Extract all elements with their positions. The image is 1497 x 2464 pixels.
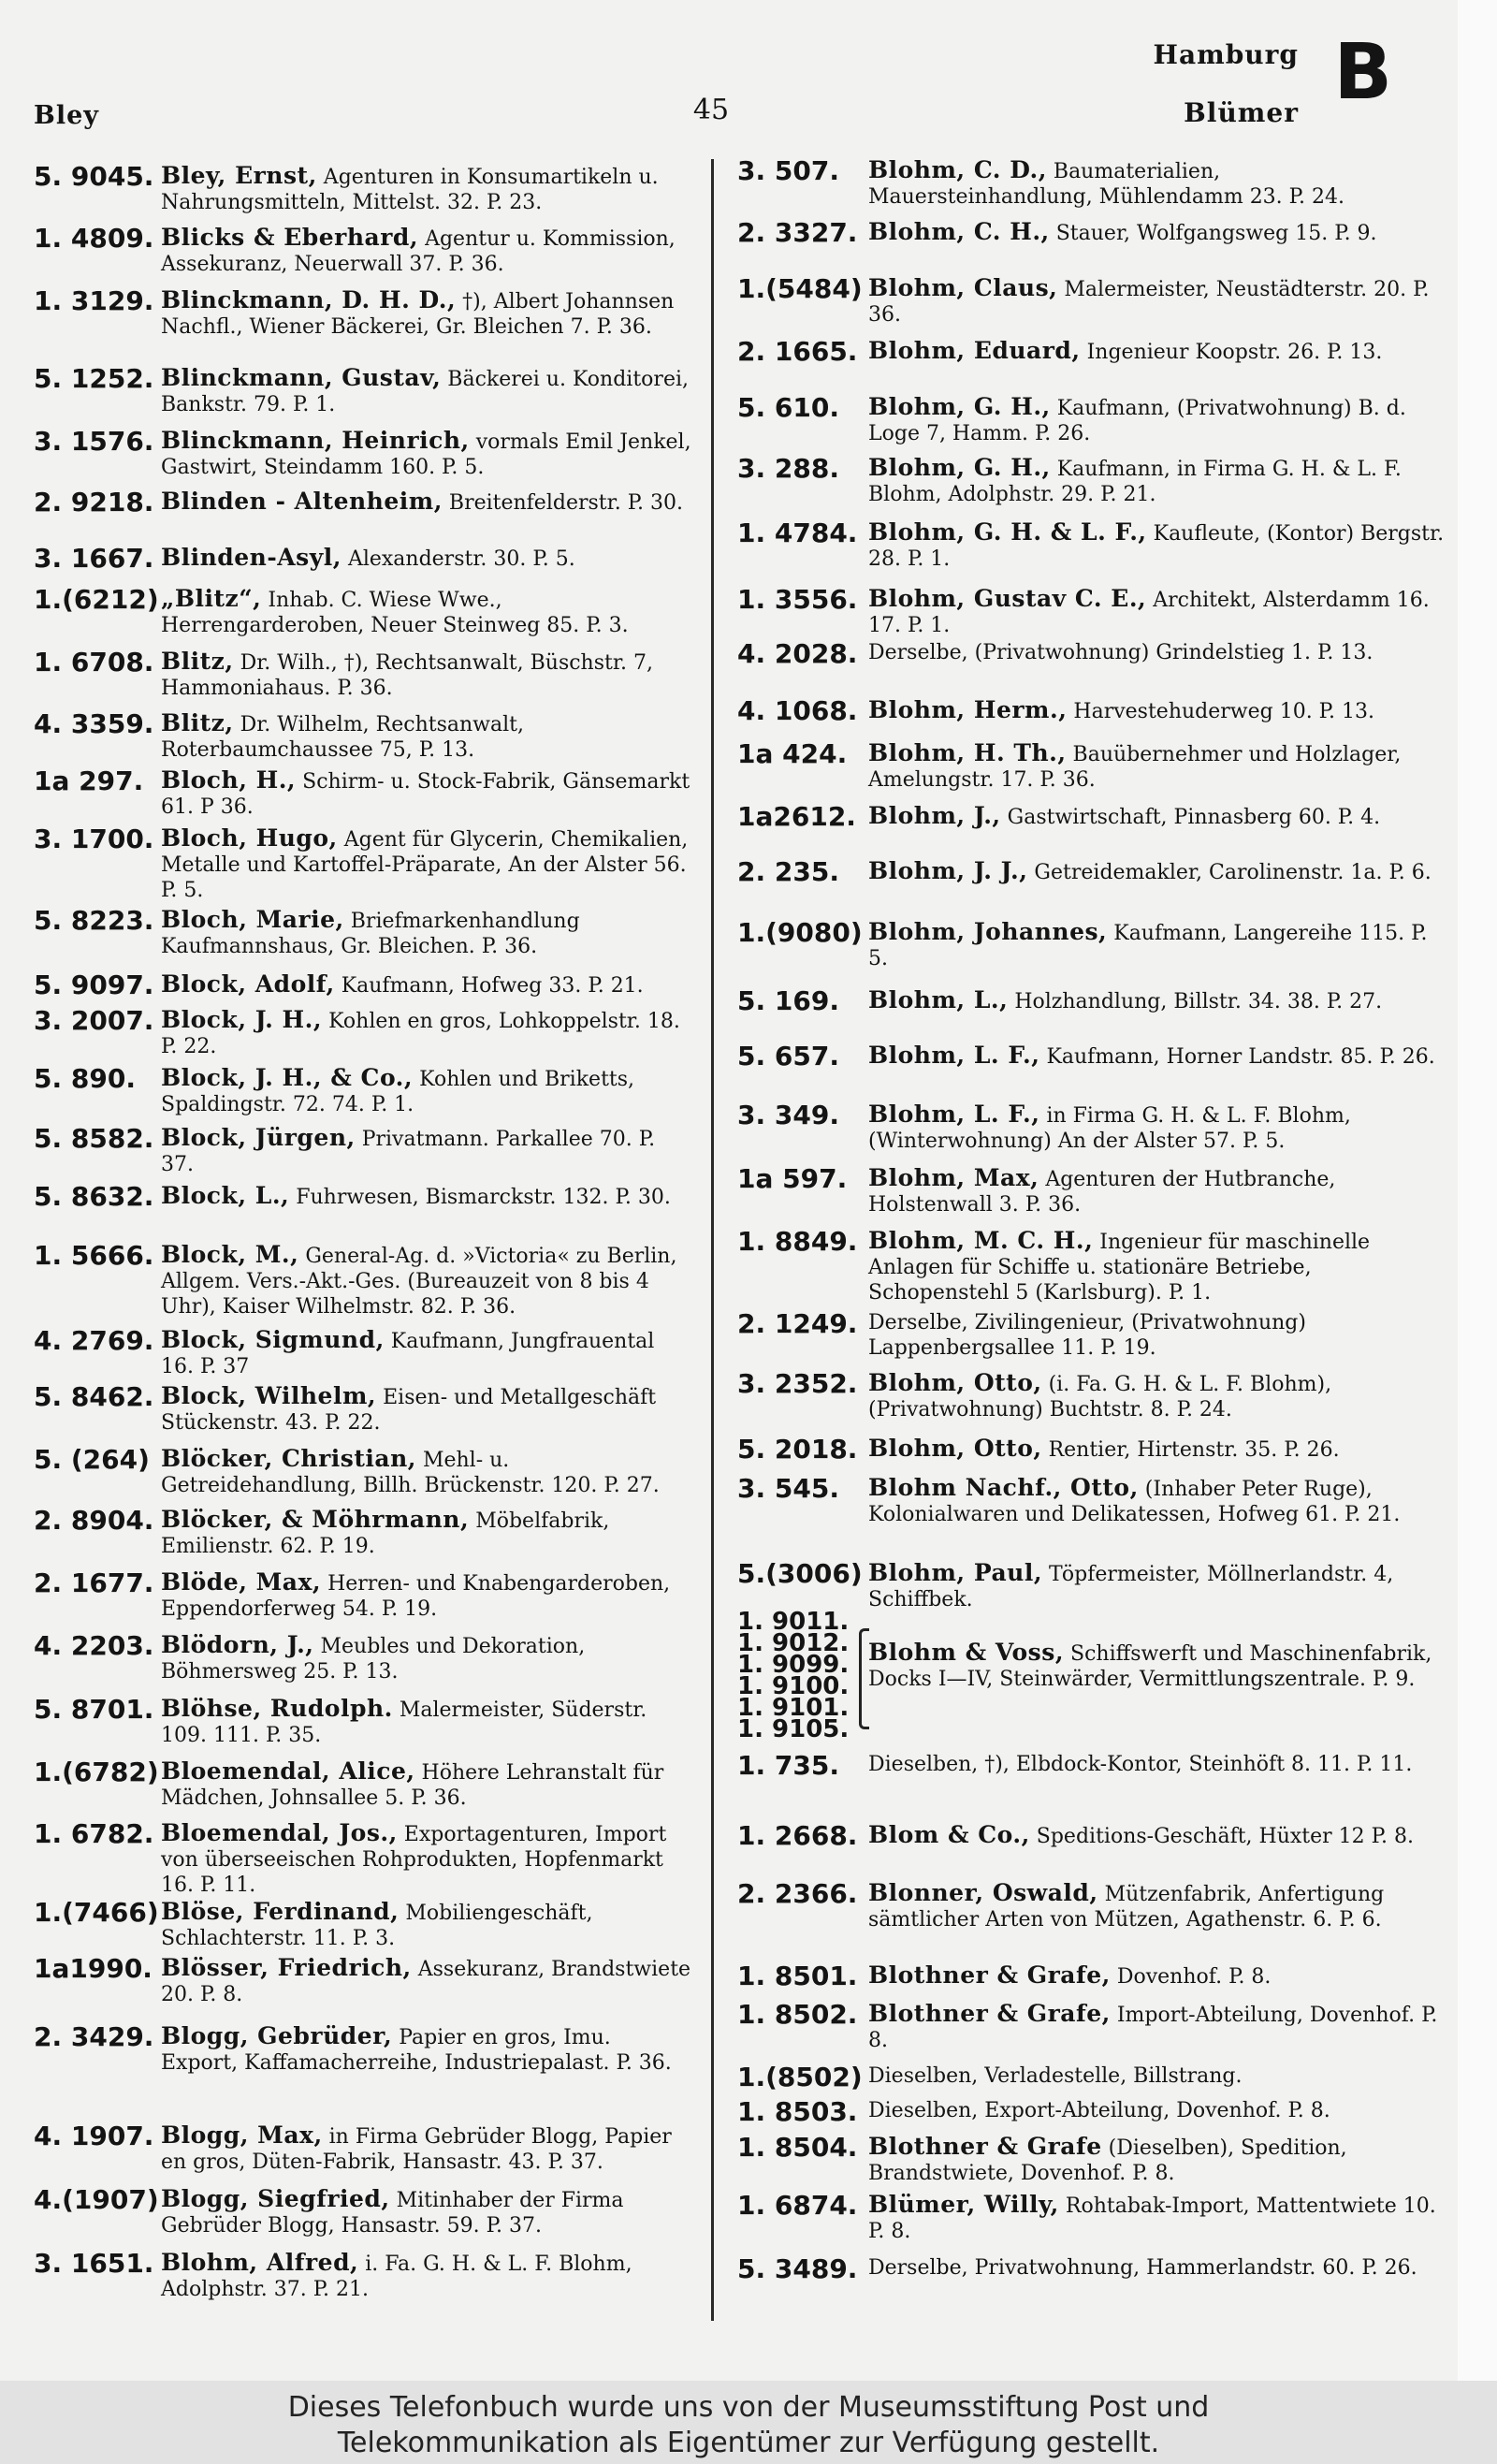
phone-number: 2. 2366. — [737, 1878, 858, 1909]
entry-text — [161, 825, 692, 903]
phone-number: 5. 657. — [737, 1041, 839, 1072]
phone-number: 1. 4809. — [34, 223, 154, 254]
subscriber-details: (Inhaber Peter Ruge), Kolonialwaren und Delikatessen, Hofweg 61. P. 21. — [868, 1478, 1401, 1526]
entry-text — [868, 1228, 1448, 1305]
subscriber-name: Blohm, Johannes, — [868, 918, 1108, 945]
phone-number: 3. 1700. — [34, 824, 154, 854]
phone-number: 1a 424. — [737, 738, 848, 769]
subscriber-details: Baumaterialien, Mauersteinhandlung, Mühlendamm 23. P. 24. — [868, 160, 1344, 209]
phone-number: 1. 9011. — [737, 1608, 850, 1636]
phone-number: 1a2612. — [737, 801, 856, 832]
subscriber-name: Bley, Ernst, — [161, 162, 317, 189]
subscriber-details: Höhere Lehranstalt für Mädchen, Johnsallee 5. P. 36. — [161, 1761, 664, 1810]
entry-text — [161, 1383, 692, 1436]
phone-number: 1. 8502. — [737, 1999, 858, 2030]
subscriber-details: Mützenfabrik, Anfertigung sämtlicher Arten von Mützen, Agathenstr. 6. P. 6. — [868, 1883, 1385, 1932]
entry-text — [868, 157, 1448, 210]
subscriber-details: Schirm- u. Stock-Fabrik, Gänsemarkt 61. P 36. — [161, 770, 690, 819]
subscriber-name: Blothner & Grafe, — [868, 1961, 1111, 1989]
subscriber-details: Mitinhaber der Firma Gebrüder Blogg, Hansastr. 59. P. 37. — [161, 2189, 624, 2238]
subscriber-details: (Dieselben), Spedition, Brandstwiete, Dovenhof. P. 8. — [868, 2136, 1347, 2185]
subscriber-name: Blohm, G. H., — [868, 454, 1051, 481]
subscriber-name: Blinden-Asyl, — [161, 544, 342, 571]
phone-number: 2. 1665. — [737, 336, 858, 367]
subscriber-name: Block, Wilhelm, — [161, 1382, 377, 1409]
subscriber-details: Kohlen und Briketts, Spaldingstr. 72. 74. P. 1. — [161, 1068, 635, 1116]
subscriber-name: Blohm Nachf., Otto, — [868, 1474, 1139, 1501]
running-head-city: Hamburg — [1153, 39, 1299, 70]
subscriber-name: Blinckmann, Heinrich, — [161, 427, 470, 454]
subscriber-details: Kaufmann, in Firma G. H. & L. F. Blohm, Adolphstr. 29. P. 21. — [868, 458, 1402, 506]
subscriber-name: Blitz, — [161, 648, 234, 675]
subscriber-details: Kaufmann, Jungfrauental 16. P. 37 — [161, 1330, 655, 1378]
entry-text — [161, 2122, 692, 2175]
entry-text — [868, 1962, 1448, 1990]
phone-number: 1.(7466) — [34, 1897, 159, 1928]
entry-text — [868, 919, 1448, 971]
subscriber-name: Blohm, Max, — [868, 1164, 1039, 1191]
subscriber-details: Kaufmann, (Privatwohnung) B. d. Loge 7, Hamm. P. 26. — [868, 397, 1406, 445]
subscriber-details: Töpfermeister, Möllnerlandstr. 4, Schiffbek. — [868, 1563, 1394, 1611]
running-head-left: Bley — [34, 101, 99, 130]
entry-text — [161, 1446, 692, 1498]
subscriber-details: †), Albert Johannsen Nachfl., Wiener Bäckerei, Gr. Bleichen 7. P. 36. — [161, 290, 675, 339]
entry-text — [161, 2186, 692, 2238]
entry-text — [161, 545, 692, 572]
subscriber-details: Rentier, Hirtenstr. 35. P. 26. — [1041, 1438, 1340, 1462]
entry-text — [868, 1370, 1448, 1422]
page-number: 45 — [692, 94, 730, 126]
subscriber-name: Blohm, H. Th., — [868, 739, 1067, 766]
phone-number: 3. 2007. — [34, 1005, 154, 1036]
subscriber-details: Meubles und Dekoration, Böhmersweg 25. P. 13. — [161, 1635, 586, 1684]
phone-number: 2. 9218. — [34, 487, 154, 518]
subscriber-details: Kohlen en gros, Lohkoppelstr. 18. P. 22. — [161, 1010, 680, 1058]
entry-text — [161, 1065, 692, 1117]
subscriber-details: Kaufmann, Langereihe 115. P. 5. — [868, 922, 1428, 970]
entry-text — [161, 2250, 692, 2302]
phone-number: 4. 1068. — [737, 695, 858, 726]
subscriber-details: Malermeister, Süderstr. 109. 111. P. 35. — [161, 1699, 647, 1747]
phone-number: 1a 297. — [34, 765, 144, 796]
entry-text — [161, 1820, 692, 1898]
phone-number: 2. 8904. — [34, 1505, 154, 1536]
subscriber-details: Fuhrwesen, Bismarckstr. 132. P. 30. — [289, 1186, 671, 1209]
phone-number: 1.(6212) — [34, 584, 159, 615]
scan-margin — [1458, 0, 1497, 2381]
phone-number: 4. 2203. — [34, 1630, 154, 1661]
subscriber-name: Blohm, J., — [868, 802, 1001, 829]
subscriber-name: Block, J. H., & Co., — [161, 1064, 414, 1091]
entry-text — [161, 1507, 692, 1559]
subscriber-name: Blöse, Ferdinand, — [161, 1898, 400, 1925]
subscriber-name: Block, M., — [161, 1241, 299, 1268]
entry-text — [868, 1752, 1448, 1777]
entry-text — [868, 740, 1448, 793]
subscriber-name: Blohm, M. C. H., — [868, 1227, 1094, 1254]
subscriber-details: i. Fa. G. H. & L. F. Blohm, Adolphstr. 37. P. 21. — [161, 2253, 632, 2301]
phone-number: 1.(6782) — [34, 1757, 159, 1787]
entry-text — [868, 1880, 1448, 1932]
subscriber-name: Blohm, G. H. & L. F., — [868, 518, 1147, 546]
entry-text — [868, 1310, 1448, 1361]
subscriber-details: Malermeister, Neustädterstr. 20. P. 36. — [868, 278, 1430, 327]
phone-number: 5. 9097. — [34, 970, 154, 1000]
subscriber-details: Ingenieur Koopstr. 26. P. 13. — [1080, 341, 1383, 364]
phone-number: 5. (264) — [34, 1444, 150, 1475]
phone-number: 1. 6708. — [34, 647, 154, 678]
subscriber-name: Blohm, C. D., — [868, 156, 1047, 183]
phone-number: 5. 169. — [737, 985, 839, 1016]
phone-number: 1. 8504. — [737, 2132, 858, 2163]
phone-number: 1. 3129. — [34, 285, 154, 316]
entry-text — [161, 1696, 692, 1748]
subscriber-details: Briefmarkenhandlung Kaufmannshaus, Gr. Bleichen. P. 36. — [161, 910, 580, 958]
subscriber-details: Agentur u. Kommission, Assekuranz, Neuerwall 37. P. 36. — [161, 227, 676, 276]
entry-text — [868, 394, 1448, 446]
subscriber-details: Speditions-Geschäft, Hüxter 12 P. 8. — [1029, 1825, 1414, 1848]
subscriber-name: Blicks & Eberhard, — [161, 224, 419, 251]
subscriber-details: Ingenieur für maschinelle Anlagen für Schiffe u. stationäre Betriebe, Schopenstehl 5 (Karlsburg). P. 1. — [868, 1231, 1371, 1305]
entry-text — [868, 519, 1448, 572]
entry-text — [868, 455, 1448, 507]
subscriber-details: Dr. Wilhelm, Rechtsanwalt, Roterbaumchaussee 75, P. 13. — [161, 713, 524, 762]
entry-text — [868, 2192, 1448, 2244]
entry-text — [161, 163, 692, 215]
entry-text — [161, 287, 692, 340]
entry-text — [161, 428, 692, 480]
subscriber-name: Blothner & Grafe — [868, 2133, 1102, 2160]
entry-text — [868, 1560, 1448, 1612]
phone-number: 5.(3006) — [737, 1558, 863, 1589]
subscriber-name: Blohm, Alfred, — [161, 2249, 359, 2276]
phone-number: 3. 2352. — [737, 1368, 858, 1399]
subscriber-details: Rohtabak-Import, Mattentwiete 10. P. 8. — [868, 2194, 1436, 2243]
subscriber-details: Breitenfelderstr. P. 30. — [442, 491, 684, 515]
entry-text — [868, 275, 1448, 328]
entry-text — [161, 488, 692, 516]
subscriber-name: Blogg, Gebrüder, — [161, 2022, 393, 2049]
phone-number: 4. 2028. — [737, 638, 858, 669]
phone-number: 3. 1651. — [34, 2248, 154, 2279]
subscriber-name: Bloch, Hugo, — [161, 824, 338, 852]
phone-number: 4.(1907) — [34, 2184, 159, 2215]
subscriber-details: Papier en gros, Imu. Export, Kaffamacherreihe, Industriepalast. P. 36. — [161, 2026, 672, 2075]
subscriber-name: Blohm, L., — [868, 986, 1009, 1013]
subscriber-name: Bloemendal, Jos., — [161, 1819, 398, 1846]
entry-text — [868, 586, 1448, 638]
phone-number-group — [737, 1608, 850, 1743]
subscriber-details: Derselbe, (Privatwohnung) Grindelstieg 1. P. 13. — [868, 641, 1373, 664]
phone-number: 5. 8701. — [34, 1694, 154, 1725]
phone-number: 1. 9012. — [737, 1629, 850, 1657]
phone-number: 5. 8582. — [34, 1123, 154, 1154]
subscriber-name: Bloch, Marie, — [161, 906, 344, 933]
subscriber-details: Harvestehuderweg 10. P. 13. — [1067, 700, 1374, 723]
subscriber-details: Kaufmann, Hofweg 33. P. 21. — [334, 974, 644, 998]
phone-number: 5. 1252. — [34, 363, 154, 394]
entry-text — [161, 971, 692, 999]
phone-number: 1. 2668. — [737, 1820, 858, 1851]
phone-number: 5. 8223. — [34, 905, 154, 936]
entry-text — [161, 767, 692, 820]
phone-number: 2. 1249. — [737, 1308, 858, 1339]
entry-text — [161, 1632, 692, 1684]
subscriber-name: Blohm, Claus, — [868, 274, 1058, 301]
phone-number: 2. 3429. — [34, 2021, 154, 2052]
subscriber-details: Architekt, Alsterdamm 16. 17. P. 1. — [868, 589, 1430, 637]
subscriber-name: Block, L., — [161, 1182, 290, 1209]
subscriber-name: Blödorn, J., — [161, 1631, 314, 1658]
entry-text — [868, 803, 1448, 830]
subscriber-name: Blohm, Herm., — [868, 696, 1068, 723]
entry-text — [161, 1007, 692, 1059]
entry-text — [868, 2001, 1448, 2053]
phone-number: 2. 235. — [737, 856, 839, 887]
subscriber-details: vormals Emil Jenkel, Gastwirt, Steindamm 160. P. 5. — [161, 430, 691, 479]
entry-text — [868, 338, 1448, 365]
subscriber-details: Dieselben, Verladestelle, Billstrang. — [868, 2064, 1243, 2088]
subscriber-name: Blöhse, Rudolph. — [161, 1695, 393, 1722]
entry-text — [868, 2063, 1448, 2089]
subscriber-name: Blöcker, Christian, — [161, 1445, 416, 1472]
phone-number: 5. 890. — [34, 1063, 136, 1094]
entry-text — [868, 1165, 1448, 1217]
subscriber-details: Gastwirtschaft, Pinnasberg 60. P. 4. — [1000, 806, 1381, 829]
footer-line-1: Dieses Telefonbuch wurde uns von der Museumsstiftung Post und — [287, 2391, 1210, 2424]
subscriber-details: Herren- und Knabengarderoben, Eppendorferweg 54. P. 19. — [161, 1572, 671, 1621]
phone-number: 4. 2769. — [34, 1325, 154, 1356]
phone-number: 4. 3359. — [34, 708, 154, 739]
subscriber-details: Bäckerei u. Konditorei, Bankstr. 79. P. 1. — [161, 368, 689, 416]
entry-text — [868, 2098, 1448, 2123]
subscriber-details: Möbelfabrik, Emilienstr. 62. P. 19. — [161, 1509, 610, 1558]
subscriber-details: Dieselben, Export-Abteilung, Dovenhof. P. 8. — [868, 2099, 1330, 2122]
phone-number: 3. 1576. — [34, 426, 154, 457]
subscriber-details: Mehl- u. Getreidehandlung, Billh. Brückenstr. 120. P. 27. — [161, 1449, 660, 1497]
entry-text — [868, 1475, 1448, 1527]
subscriber-name: Bloch, H., — [161, 766, 297, 794]
entry-text — [161, 225, 692, 277]
phone-number: 5. 8462. — [34, 1381, 154, 1412]
phone-number: 3. 349. — [737, 1100, 839, 1130]
phone-number: 1. 6782. — [34, 1818, 154, 1849]
subscriber-name: Blohm & Voss, — [868, 1639, 1065, 1666]
phone-number: 2. 1677. — [34, 1567, 154, 1598]
phone-number: 1. 8501. — [737, 1961, 858, 1991]
subscriber-name: Blogg, Max, — [161, 2121, 323, 2149]
column-divider — [711, 159, 714, 2321]
phone-number: 5. 2018. — [737, 1434, 858, 1465]
phone-number: 5. 610. — [737, 392, 839, 423]
subscriber-details: in Firma G. H. & L. F. Blohm, (Winterwohnung) An der Alster 57. P. 5. — [868, 1104, 1351, 1153]
entry-text — [868, 1640, 1448, 1692]
entry-text — [161, 1125, 692, 1177]
subscriber-details: Agenturen in Konsumartikeln u. Nahrungsmitteln, Mittelst. 32. P. 23. — [161, 166, 659, 214]
phone-number: 1a1990. — [34, 1953, 153, 1984]
phone-number: 1. 4784. — [737, 518, 858, 548]
subscriber-name: Blösser, Friedrich, — [161, 1954, 412, 1981]
subscriber-details: Stauer, Wolfgangsweg 15. P. 9. — [1049, 222, 1377, 245]
entry-text — [161, 1899, 692, 1951]
subscriber-name: Blümer, Willy, — [868, 2191, 1059, 2218]
subscriber-name: Blom & Co., — [868, 1821, 1030, 1848]
entry-text — [161, 2023, 692, 2076]
phone-number: 1.(9080) — [737, 917, 863, 948]
entry-text — [161, 649, 692, 701]
entry-text — [161, 586, 692, 638]
subscriber-name: Block, J. H., — [161, 1006, 323, 1033]
subscriber-details: Dovenhof. P. 8. — [1110, 1965, 1272, 1989]
subscriber-name: Blohm, Eduard, — [868, 337, 1081, 364]
subscriber-details: Mobiliengeschäft, Schlachterstr. 11. P. 3. — [161, 1902, 593, 1950]
subscriber-name: Blohm, Otto, — [868, 1369, 1042, 1396]
entry-text — [161, 1242, 692, 1319]
phone-number: 1. 9105. — [737, 1715, 850, 1743]
entry-text — [868, 640, 1448, 665]
subscriber-name: Block, Sigmund, — [161, 1326, 385, 1353]
entry-text — [161, 1955, 692, 2007]
entry-text — [868, 987, 1448, 1014]
phone-number: 3. 507. — [737, 155, 839, 186]
phone-number: 5. 3489. — [737, 2253, 858, 2284]
subscriber-details: General-Ag. d. »Victoria« zu Berlin, Allgem. Vers.-Akt.-Ges. (Bureauzeit von 8 bis 4 Uhr), Kaiser Wilhelmstr. 82. P. 36. — [161, 1245, 677, 1319]
phone-number: 1. 9099. — [737, 1651, 850, 1679]
phone-number: 1. 5666. — [34, 1240, 154, 1271]
subscriber-name: Blohm, Gustav C. E., — [868, 585, 1147, 612]
entry-text — [161, 1327, 692, 1379]
subscriber-details: Dieselben, †), Elbdock-Kontor, Steinhöft 8. 11. P. 11. — [868, 1753, 1413, 1776]
subscriber-name: Block, Jürgen, — [161, 1124, 356, 1151]
entry-text — [868, 1042, 1448, 1070]
subscriber-name: Bloemendal, Alice, — [161, 1757, 415, 1785]
subscriber-details: Schiffswerft und Maschinenfabrik, Docks I—IV, Steinwärder, Vermittlungszentrale. P. 9. — [868, 1642, 1432, 1691]
phone-number: 1. 6874. — [737, 2190, 858, 2221]
phone-number: 1. 735. — [737, 1750, 839, 1781]
subscriber-details: Kaufleute, (Kontor) Bergstr. 28. P. 1. — [868, 522, 1445, 571]
subscriber-name: Blohm, Otto, — [868, 1435, 1042, 1462]
phone-number: 2. 3327. — [737, 217, 858, 248]
subscriber-details: Alexanderstr. 30. P. 5. — [341, 547, 575, 571]
subscriber-name: „Blitz“, — [161, 585, 262, 612]
entry-text — [868, 858, 1448, 885]
phone-number: 1. 9101. — [737, 1694, 850, 1722]
entry-text — [868, 1101, 1448, 1154]
subscriber-details: Eisen- und Metallgeschäft Stückenstr. 43. P. 22. — [161, 1386, 657, 1435]
phone-number: 1a 597. — [737, 1163, 848, 1194]
phone-number: 1. 9100. — [737, 1672, 850, 1700]
phone-number: 1.(5484) — [737, 273, 863, 304]
subscriber-details: Derselbe, Privatwohnung, Hammerlandstr. 60. P. 26. — [868, 2256, 1417, 2280]
subscriber-details: Derselbe, Zivilingenieur, (Privatwohnung) Lappenbergsallee 11. P. 19. — [868, 1311, 1306, 1360]
entry-text — [868, 1822, 1448, 1849]
entry-text — [868, 1436, 1448, 1463]
subscriber-name: Blohm, L. F., — [868, 1101, 1040, 1128]
subscriber-name: Blinden - Altenheim, — [161, 488, 443, 515]
footer-bar — [0, 2381, 1497, 2464]
phone-number: 3. 545. — [737, 1473, 839, 1504]
entry-text — [868, 219, 1448, 246]
section-letter: B — [1333, 28, 1392, 117]
phone-number: 3. 1667. — [34, 543, 154, 574]
subscriber-details: Holzhandlung, Billstr. 34. 38. P. 27. — [1008, 990, 1383, 1013]
subscriber-details: Inhab. C. Wiese Wwe., Herrengarderoben, Neuer Steinweg 85. P. 3. — [161, 589, 629, 637]
subscriber-details: Getreidemakler, Carolinenstr. 1a. P. 6. — [1027, 861, 1432, 884]
subscriber-details: in Firma Gebrüder Blogg, Papier en gros, Düten-Fabrik, Hansastr. 43. P. 37. — [161, 2125, 672, 2174]
subscriber-details: Agenturen der Hutbranche, Holstenwall 3. P. 36. — [868, 1168, 1336, 1217]
entry-text — [868, 697, 1448, 724]
subscriber-name: Blohm, J. J., — [868, 857, 1028, 884]
phone-number: 3. 288. — [737, 453, 839, 484]
subscriber-details: Import-Abteilung, Dovenhof. P. 8. — [868, 2004, 1438, 2052]
subscriber-name: Blohm, C. H., — [868, 218, 1050, 245]
footer-line-2: Telekommunikation als Eigentümer zur Verfügung gestellt. — [337, 2427, 1160, 2459]
subscriber-name: Blohm, Paul, — [868, 1559, 1043, 1586]
phone-number: 1.(8502) — [737, 2062, 863, 2092]
subscriber-details: Kaufmann, Horner Landstr. 85. P. 26. — [1039, 1045, 1435, 1069]
entry-text — [868, 2134, 1448, 2186]
subscriber-name: Blöcker, & Möhrmann, — [161, 1506, 470, 1533]
subscriber-name: Blinckmann, D. H. D., — [161, 286, 457, 313]
subscriber-details: Bauübernehmer und Holzlager, Amelungstr. 17. P. 36. — [868, 743, 1402, 792]
subscriber-details: (i. Fa. G. H. & L. F. Blohm), (Privatwohnung) Buchtstr. 8. P. 24. — [868, 1373, 1332, 1422]
subscriber-name: Block, Adolf, — [161, 970, 335, 998]
subscriber-name: Blinckmann, Gustav, — [161, 364, 442, 391]
subscriber-name: Blohm, G. H., — [868, 393, 1051, 420]
subscriber-name: Blothner & Grafe, — [868, 2000, 1111, 2027]
phone-number: 5. 9045. — [34, 161, 154, 192]
subscriber-details: Agent für Glycerin, Chemikalien, Metalle und Kartoffel-Präparate, An der Alster 56. P. 5. — [161, 828, 689, 902]
subscriber-name: Blohm, L. F., — [868, 1042, 1040, 1069]
entry-text — [161, 365, 692, 417]
phone-number: 1. 8503. — [737, 2096, 858, 2127]
subscriber-details: Exportagenturen, Import von überseeischen Rohprodukten, Hopfenmarkt 16. P. 11. — [161, 1823, 667, 1897]
running-head-right: Blümer — [1184, 97, 1299, 128]
footer-note — [0, 2390, 1497, 2461]
subscriber-details: Dr. Wilh., †), Rechtsanwalt, Büschstr. 7, Hammoniahaus. P. 36. — [161, 651, 653, 700]
subscriber-name: Blonner, Oswald, — [868, 1879, 1098, 1906]
entry-text — [161, 1758, 692, 1811]
entry-text — [161, 1569, 692, 1622]
phone-number: 1. 3556. — [737, 584, 858, 615]
subscriber-name: Blöde, Max, — [161, 1568, 322, 1596]
subscriber-name: Blitz, — [161, 709, 234, 736]
entry-text — [161, 710, 692, 763]
subscriber-name: Blogg, Siegfried, — [161, 2185, 390, 2212]
entry-text — [161, 1183, 692, 1210]
entry-text — [868, 2255, 1448, 2281]
entry-text — [161, 907, 692, 959]
phone-number: 5. 8632. — [34, 1181, 154, 1212]
subscriber-details: Privatmann. Parkallee 70. P. 37. — [161, 1128, 656, 1176]
phone-number: 1. 8849. — [737, 1226, 858, 1257]
phone-number: 4. 1907. — [34, 2121, 154, 2151]
subscriber-details: Assekuranz, Brandstwiete 20. P. 8. — [161, 1958, 691, 2006]
